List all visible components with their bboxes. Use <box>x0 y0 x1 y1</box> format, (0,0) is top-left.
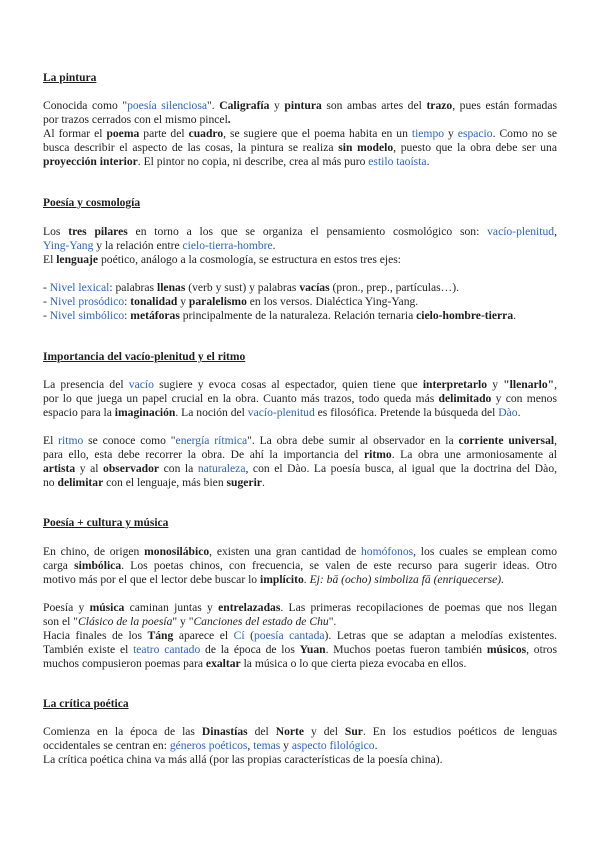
text-run: aparece el <box>173 629 234 642</box>
text-run: es filosófica. Pretende la búsqueda del <box>314 406 499 419</box>
highlighted-term: cielo-tierra-hombre <box>182 239 273 252</box>
text-run: busca describir el aspecto de las cosas, la pintura se realiza <box>43 141 339 154</box>
text-run: y al <box>75 462 104 475</box>
bold-term: Caligrafía <box>219 99 270 112</box>
text-run: ". <box>207 99 220 112</box>
bold-term: poema <box>106 127 140 140</box>
text-run: - <box>43 309 50 322</box>
text-run: motivo más por el que el lector debe buscar lo <box>43 573 260 586</box>
text-run: - <box>43 295 50 308</box>
text-run: . La obra une armoniosamente al <box>391 448 557 461</box>
text-run: sugiere y evoca cosas al espectador, quien tiene que <box>153 378 423 391</box>
text-run: , <box>247 739 254 752</box>
bold-term: llenas <box>156 281 186 294</box>
text-run: de la época de los <box>200 643 300 656</box>
bold-term: imaginación <box>114 406 176 419</box>
paragraph-line <box>43 559 557 573</box>
text-run: La presencia del <box>43 378 129 391</box>
text-run: por trazos cerrados con el mismo pincel <box>43 113 228 126</box>
bold-term: Táng <box>147 629 174 642</box>
paragraph-line <box>43 113 231 127</box>
highlighted-term: homófonos <box>360 545 414 558</box>
highlighted-term: Nivel simbólico <box>49 309 125 322</box>
text-run: : <box>124 309 131 322</box>
text-run: , pues están formadas <box>452 99 558 112</box>
text-run: . En los estudios poéticos de lenguas <box>362 725 557 738</box>
text-run: . Muchos poetas fueron también <box>325 643 487 656</box>
text-run: . Las primeras recopilaciones de poemas que nos llegan <box>280 601 557 614</box>
bold-term: proyección interior <box>43 155 138 168</box>
text-run: : palabras <box>109 281 157 294</box>
bold-term: música <box>89 601 125 614</box>
bold-term: Norte <box>275 725 305 738</box>
text-run: con la <box>159 462 198 475</box>
highlighted-term: vacío-plenitud <box>247 406 315 419</box>
highlighted-term: Ying-Yang <box>43 239 94 252</box>
highlighted-term: Cí <box>233 629 245 642</box>
bold-term: cuadro <box>188 127 224 140</box>
highlighted-term: poesía cantada <box>253 629 325 642</box>
text-run: y <box>177 295 189 308</box>
text-run: caminan juntas y <box>124 601 219 614</box>
text-run: y del <box>304 725 345 738</box>
text-run: , puesto que la obra debe ser una <box>393 141 557 154</box>
text-run: . <box>517 406 521 419</box>
highlighted-term: vacío-plenitud <box>487 225 555 238</box>
bold-term: implícito <box>260 573 304 586</box>
bold-term: Dinastías <box>201 725 248 738</box>
text-run: . <box>374 739 378 752</box>
text-run: espacio para la <box>43 406 115 419</box>
highlighted-term: vacío <box>128 378 154 391</box>
paragraph-line <box>43 448 557 462</box>
highlighted-term: Dào <box>498 406 518 419</box>
paragraph-line <box>43 434 557 448</box>
bold-term: cielo-hombre-tierra <box>416 309 514 322</box>
paragraph-line <box>43 601 557 615</box>
bold-term: sugerir <box>226 476 262 489</box>
highlighted-term: temas <box>253 739 281 752</box>
bold-term: interpretarlo <box>422 378 487 391</box>
text-run: También existe el <box>43 643 134 656</box>
text-run: se conoce como " <box>83 434 176 447</box>
text-run: Hacia finales de los <box>43 629 148 642</box>
text-run: para ello, esta debe recorrer la obra. De ahí la importancia del <box>43 448 365 461</box>
text-run: . Como no se <box>492 127 557 140</box>
text-run: , los cuales se emplean como <box>413 545 557 558</box>
text-run: . Los poetas chinos, con frecuencia, se valen de este recurso para sugerir ideas. Otro <box>121 559 557 572</box>
section-heading-vacio: Importancia del vacío-plenitud y el ritmo <box>43 351 246 363</box>
text-run: con el lenguaje, más bien <box>103 476 227 489</box>
highlighted-term: Nivel lexical <box>49 281 110 294</box>
text-run: ". <box>328 615 337 628</box>
bold-term: tres pilares <box>68 225 128 238</box>
paragraph-line <box>43 629 557 643</box>
text-run: y <box>444 127 458 140</box>
paragraph-line <box>43 99 557 113</box>
text-run: muchos compusieron poemas para <box>43 657 206 670</box>
paragraph-line <box>43 225 557 239</box>
list-item <box>43 295 418 309</box>
section-heading-musica: Poesía + cultura y música <box>43 517 169 529</box>
text-run: , existen una gran cantidad de <box>209 545 361 558</box>
text-run: principalmente de la naturaleza. Relación ternaria <box>179 309 417 322</box>
bold-term: monosilábico <box>144 545 210 558</box>
bold-term: trazo <box>426 99 453 112</box>
text-run: - <box>43 281 50 294</box>
paragraph-line <box>43 378 557 392</box>
text-run: , <box>554 378 557 391</box>
paragraph-line <box>43 476 265 490</box>
bold-term: . <box>227 113 231 126</box>
highlighted-term: ritmo <box>58 434 84 447</box>
italic-text: Canciones del estado de Chu <box>193 615 329 628</box>
bold-term: ritmo <box>364 448 392 461</box>
highlighted-term: tiempo <box>411 127 445 140</box>
paragraph-line <box>43 615 336 629</box>
text-run: son ambas artes del <box>321 99 427 112</box>
highlighted-term: espacio <box>457 127 493 140</box>
text-run: y <box>269 99 285 112</box>
italic-text: Ej: bā (ocho) simboliza fā (enriquecerse). <box>309 573 505 586</box>
bold-term: metáforas <box>130 309 180 322</box>
text-run: , se sugiere que el poema habita en un <box>223 127 412 140</box>
text-run: (pron., prep., partículas…). <box>329 281 460 294</box>
text-run: ". La obra debe sumir al observador en la <box>247 434 459 447</box>
bold-term: exaltar <box>205 657 241 670</box>
paragraph-line <box>43 406 521 420</box>
bold-term: pintura <box>284 99 322 112</box>
paragraph-line <box>43 392 557 406</box>
text-run: : <box>124 295 131 308</box>
text-run: ( <box>244 629 254 642</box>
highlighted-term: poesía silenciosa <box>127 99 207 112</box>
text-run: . <box>303 573 310 586</box>
text-run: . <box>272 239 276 252</box>
paragraph-line <box>43 545 557 559</box>
text-run: Comienza en la época de las <box>43 725 202 738</box>
text-run: y la relación entre <box>93 239 183 252</box>
paragraph-line <box>43 725 557 739</box>
text-run: , con el Dào. La poesía busca, al igual que la doctrina del Dào, <box>245 462 558 475</box>
text-run: Los <box>43 225 69 238</box>
bold-term: paralelismo <box>188 295 247 308</box>
text-run: Poesía y <box>43 601 90 614</box>
text-run: y <box>280 739 292 752</box>
bold-term: delimitar <box>57 476 104 489</box>
list-item <box>43 309 516 323</box>
text-run: occidentales se centran en: <box>43 739 170 752</box>
list-item <box>43 281 459 295</box>
text-run: , otros <box>526 643 557 656</box>
text-run: parte del <box>139 127 189 140</box>
paragraph-line <box>43 239 276 253</box>
italic-text: Clásico de la poesía <box>78 615 173 628</box>
bold-term: sin modelo <box>338 141 394 154</box>
paragraph-line <box>43 141 557 155</box>
text-run: en los versos. Dialéctica Ying-Yang. <box>246 295 419 308</box>
bold-term: entrelazadas <box>218 601 281 614</box>
text-run: no <box>43 476 58 489</box>
text-run: en torno a los que se organiza el pensamiento cosmológico son: <box>127 225 488 238</box>
text-run: En chino, de origen <box>43 545 145 558</box>
highlighted-term: naturaleza <box>197 462 246 475</box>
text-run: . La noción del <box>175 406 248 419</box>
bold-term: corriente universal <box>458 434 555 447</box>
text-run: Al formar el <box>43 127 107 140</box>
text-run: . El pintor no copia, ni describe, crea al más puro <box>137 155 369 168</box>
bold-term: Sur <box>344 725 363 738</box>
text-run: la música o lo que cierta pieza evocaba en ellos. <box>240 657 467 670</box>
bold-term: observador <box>103 462 160 475</box>
highlighted-term: Nivel prosódico <box>49 295 125 308</box>
text-run: poético, análogo a la cosmología, se estructura en estos tres ejes: <box>98 253 402 266</box>
section-heading-cosmologia: Poesía y cosmología <box>43 197 141 209</box>
text-run: y con menos <box>491 392 557 405</box>
text-run: " y " <box>172 615 194 628</box>
section-heading-critica: La crítica poética <box>43 698 129 710</box>
text-run: Conocida como " <box>43 99 128 112</box>
paragraph-line <box>43 155 429 169</box>
paragraph-line <box>43 127 557 141</box>
text-run: , <box>554 225 557 238</box>
text-run: ). Letras que se adaptan a melodías existentes. <box>324 629 557 642</box>
bold-term: delimitado <box>438 392 492 405</box>
highlighted-term: géneros poéticos <box>169 739 248 752</box>
text-run: por lo que juega un papel crucial en la obra. Cuanto más trazos, todo queda más <box>43 392 439 405</box>
paragraph-line <box>43 573 504 587</box>
highlighted-term: aspecto filológico <box>291 739 375 752</box>
section-heading-pintura: La pintura <box>43 72 97 84</box>
text-run: . <box>261 476 265 489</box>
text-run: carga <box>43 559 75 572</box>
text-run: El <box>43 253 57 266</box>
bold-term: tonalidad <box>130 295 178 308</box>
text-run: , <box>554 434 557 447</box>
bold-term: músicos <box>486 643 527 656</box>
text-run: son el " <box>43 615 79 628</box>
text-run: La crítica poética china va más allá (por las propias características de la poesía china). <box>43 753 443 766</box>
highlighted-term: estilo taoísta <box>368 155 427 168</box>
text-run: El <box>43 434 59 447</box>
highlighted-term: teatro cantado <box>133 643 201 656</box>
bold-term: Yuan <box>299 643 326 656</box>
paragraph-line <box>43 657 466 671</box>
text-run: del <box>247 725 276 738</box>
paragraph-line <box>43 739 378 753</box>
paragraph-line <box>43 462 557 476</box>
bold-term: simbólica <box>74 559 122 572</box>
paragraph-line <box>43 253 401 267</box>
highlighted-term: energía rítmica <box>175 434 248 447</box>
text-run: . <box>426 155 430 168</box>
bold-term: "llenarlo" <box>503 378 555 391</box>
paragraph-line <box>43 643 557 657</box>
text-run: (verb y sust) y palabras <box>185 281 300 294</box>
bold-term: vacías <box>299 281 330 294</box>
text-run: y <box>487 378 504 391</box>
bold-term: artista <box>43 462 76 475</box>
bold-term: lenguaje <box>56 253 99 266</box>
text-run: . <box>513 309 517 322</box>
paragraph-line <box>43 753 442 767</box>
